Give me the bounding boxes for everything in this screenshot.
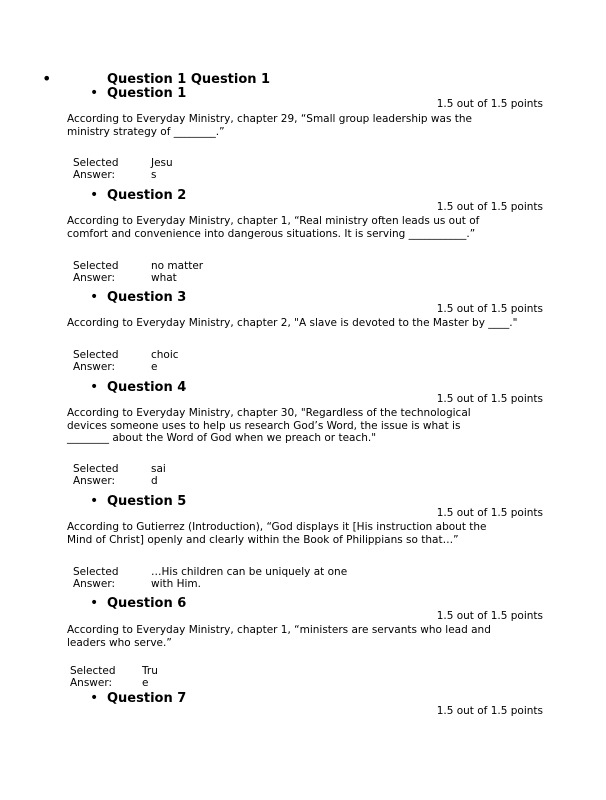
question-1-title: Question 1 <box>107 86 187 101</box>
question-bullet: • <box>90 379 99 395</box>
question-2-selected-label: Selected Answer: <box>73 260 119 284</box>
question-bullet: • <box>90 85 99 101</box>
outer-bullet: • <box>42 69 52 88</box>
question-4-points: 1.5 out of 1.5 points <box>436 393 543 405</box>
question-4-selected-answer: sai d <box>151 463 166 487</box>
question-3-title: Question 3 <box>107 290 187 305</box>
page-title: Question 1 Question 1 <box>107 72 271 87</box>
question-5-points: 1.5 out of 1.5 points <box>436 507 543 519</box>
question-4-text: According to Everyday Ministry, chapter 30, "Regardless of the technological devices someone uses to help us research God’s Word, the issue is what is ________ about the Word of God when we preach or teach." <box>67 407 471 444</box>
question-6-title: Question 6 <box>107 596 187 611</box>
question-3-selected-answer: choic e <box>151 349 179 373</box>
question-6-points: 1.5 out of 1.5 points <box>436 610 543 622</box>
question-bullet: • <box>90 690 99 706</box>
question-1-selected-answer: Jesu s <box>151 157 173 181</box>
question-bullet: • <box>90 595 99 611</box>
question-7-title: Question 7 <box>107 691 187 706</box>
question-7-points: 1.5 out of 1.5 points <box>436 705 543 717</box>
question-2-title: Question 2 <box>107 188 187 203</box>
question-bullet: • <box>90 493 99 509</box>
question-6-selected-answer: Tru e <box>142 665 158 689</box>
question-6-selected-label: Selected Answer: <box>70 665 116 689</box>
question-3-selected-label: Selected Answer: <box>73 349 119 373</box>
question-5-selected-label: Selected Answer: <box>73 566 119 590</box>
question-4-selected-label: Selected Answer: <box>73 463 119 487</box>
question-1-text: According to Everyday Ministry, chapter 29, “Small group leadership was the ministry strategy of ________.” <box>67 113 472 138</box>
question-bullet: • <box>90 289 99 305</box>
question-2-text: According to Everyday Ministry, chapter 1, “Real ministry often leads us out of comfort and convenience into dangerous situations. It is serving ___________.” <box>67 215 480 240</box>
question-3-text: According to Everyday Ministry, chapter 2, "A slave is devoted to the Master by ____." <box>67 317 518 329</box>
question-4-title: Question 4 <box>107 380 187 395</box>
question-1-points: 1.5 out of 1.5 points <box>436 98 543 110</box>
question-bullet: • <box>90 187 99 203</box>
question-1-selected-label: Selected Answer: <box>73 157 119 181</box>
question-3-points: 1.5 out of 1.5 points <box>436 303 543 315</box>
question-2-points: 1.5 out of 1.5 points <box>436 201 543 213</box>
question-5-selected-answer: …His children can be uniquely at one with Him. <box>151 566 348 590</box>
question-5-title: Question 5 <box>107 494 187 509</box>
question-5-text: According to Gutierrez (Introduction), “God displays it [His instruction about the Mind of Christ] openly and clearly within the Book of Philippians so that…” <box>67 521 487 546</box>
question-2-selected-answer: no matter what <box>151 260 204 284</box>
question-6-text: According to Everyday Ministry, chapter 1, “ministers are servants who lead and leaders who serve.” <box>67 624 491 649</box>
